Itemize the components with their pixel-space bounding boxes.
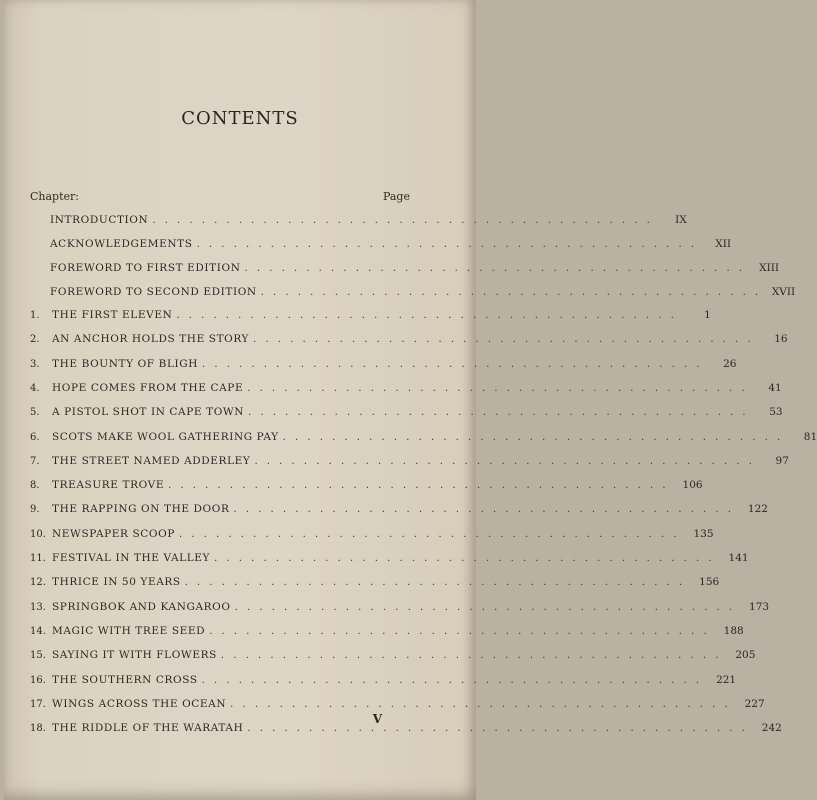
toc-entry xyxy=(30,722,782,738)
toc-entry xyxy=(30,309,711,325)
toc-entry xyxy=(30,455,789,471)
dot-leader: . . . . . . . . . . . . . . . . . . . . . . . . . . . . . . . . . . . . . . . . . xyxy=(202,359,703,370)
page-number: 227 xyxy=(744,698,765,710)
page-number: 188 xyxy=(723,625,744,637)
dot-leader: . . . . . . . . . . . . . . . . . . . . . . . . . . . . . . . . . . . . . . . . . xyxy=(220,650,722,661)
toc-entry xyxy=(30,333,788,349)
toc-entry xyxy=(30,479,703,495)
chapter-number: 17. xyxy=(30,699,46,710)
book-page xyxy=(4,0,817,800)
chapter-number: 10. xyxy=(30,529,46,540)
page-number: IX xyxy=(675,214,687,226)
entry-title: FOREWORD TO SECOND EDITION xyxy=(50,286,257,298)
dot-leader: . . . . . . . . . . . . . . . . . . . . . . . . . . . . . . . . . . . . . . . . . xyxy=(179,529,680,540)
page-number: 26 xyxy=(723,358,737,370)
page-number: 221 xyxy=(716,674,737,686)
entry-title: ACKNOWLEDGEMENTS xyxy=(50,238,193,250)
toc-entry xyxy=(50,238,732,254)
toc-entry xyxy=(30,382,782,398)
dot-leader: . . . . . . . . . . . . . . . . . . . . . . . . . . . . . . . . . . . . . . . . . xyxy=(201,675,703,686)
entry-title: THE STREET NAMED ADDERLEY xyxy=(52,455,251,467)
toc-entry xyxy=(50,286,796,302)
toc-entry xyxy=(30,576,720,592)
page-number: 16 xyxy=(774,333,788,345)
page-folio: V xyxy=(372,712,382,726)
chapter-number: 12. xyxy=(30,577,46,588)
chapter-number: 5. xyxy=(30,407,40,418)
entry-title: FOREWORD TO FIRST EDITION xyxy=(50,262,241,274)
chapter-number: 3. xyxy=(30,359,40,370)
chapter-column-header: Chapter: xyxy=(30,190,79,203)
page-number: XII xyxy=(715,238,732,250)
entry-title: MAGIC WITH TREE SEED xyxy=(52,625,206,637)
dot-leader: . . . . . . . . . . . . . . . . . . . . . . . . . . . . . . . . . . . . . . . . . xyxy=(254,456,755,467)
page-number: 141 xyxy=(728,552,749,564)
dot-leader: . . . . . . . . . . . . . . . . . . . . . . . . . . . . . . . . . . . . . . . . . xyxy=(168,480,669,491)
chapter-number: 14. xyxy=(30,626,46,637)
entry-title: FESTIVAL IN THE VALLEY xyxy=(52,552,211,564)
dot-leader: . . . . . . . . . . . . . . . . . . . . . . . . . . . . . . . . . . . . . . . . . xyxy=(233,504,734,515)
toc-entry xyxy=(30,698,765,714)
chapter-number: 11. xyxy=(30,553,46,564)
entry-title: THE SOUTHERN CROSS xyxy=(52,674,198,686)
dot-leader: . . . . . . . . . . . . . . . . . . . . . . . . . . . . . . . . . . . . . . . . . xyxy=(247,723,748,734)
toc-entry xyxy=(30,625,744,641)
page-number: 81 xyxy=(803,431,817,443)
page-number: 173 xyxy=(749,601,770,613)
page-number: XIII xyxy=(759,262,780,274)
chapter-number: 8. xyxy=(30,480,40,491)
toc-entry xyxy=(50,262,780,278)
toc-entry xyxy=(30,674,737,690)
page-number: 1 xyxy=(704,309,711,321)
chapter-number: 18. xyxy=(30,723,46,734)
page-number: 97 xyxy=(775,455,789,467)
toc-entry xyxy=(30,601,770,617)
dot-leader: . . . . . . . . . . . . . . . . . . . . . . . . . . . . . . . . . . . . . . . . . xyxy=(176,310,677,321)
page-number: 242 xyxy=(761,722,782,734)
page-number: 205 xyxy=(735,649,756,661)
entry-title: THE FIRST ELEVEN xyxy=(52,309,173,321)
dot-leader: . . . . . . . . . . . . . . . . . . . . . . . . . . . . . . . . . . . . . . . . . xyxy=(234,602,736,613)
page-number: 53 xyxy=(769,406,783,418)
chapter-number: 1. xyxy=(30,310,40,321)
entry-title: TREASURE TROVE xyxy=(52,479,165,491)
page-number: 135 xyxy=(693,528,714,540)
entry-title: AN ANCHOR HOLDS THE STORY xyxy=(52,333,250,345)
dot-leader: . . . . . . . . . . . . . . . . . . . . . . . . . . . . . . . . . . . . . . . . . xyxy=(184,577,686,588)
toc-entry xyxy=(30,503,768,519)
entry-title: THE RAPPING ON THE DOOR xyxy=(52,503,230,515)
dot-leader: . . . . . . . . . . . . . . . . . . . . . . . . . . . . . . . . . . . . . . . . . xyxy=(152,215,653,226)
toc-entry xyxy=(30,358,737,374)
page-number: 41 xyxy=(768,382,782,394)
dot-leader: . . . . . . . . . . . . . . . . . . . . . . . . . . . . . . . . . . . . . . . . . xyxy=(230,699,731,710)
dot-leader: . . . . . . . . . . . . . . . . . . . . . . . . . . . . . . . . . . . . . . . . . xyxy=(214,553,715,564)
chapter-number: 13. xyxy=(30,602,46,613)
dot-leader: . . . . . . . . . . . . . . . . . . . . . . . . . . . . . . . . . . . . . . . . . xyxy=(247,383,748,394)
toc-entry xyxy=(30,552,749,568)
toc-entry xyxy=(30,528,714,544)
chapter-number: 16. xyxy=(30,675,46,686)
dot-leader: . . . . . . . . . . . . . . . . . . . . . . . . . . . . . . . . . . . . . . . . . xyxy=(282,432,784,443)
chapter-number: 7. xyxy=(30,456,40,467)
entry-title: HOPE COMES FROM THE CAPE xyxy=(52,382,244,394)
page-number: 156 xyxy=(699,576,720,588)
page-number: 106 xyxy=(682,479,703,491)
entry-title: THE BOUNTY OF BLIGH xyxy=(52,358,199,370)
page-column-header: Page xyxy=(382,190,410,203)
entry-title: SCOTS MAKE WOOL GATHERING PAY xyxy=(52,431,279,443)
toc-entry xyxy=(50,214,687,230)
chapter-number: 15. xyxy=(30,650,46,661)
dot-leader: . . . . . . . . . . . . . . . . . . . . . . . . . . . . . . . . . . . . . . . . . xyxy=(196,239,698,250)
entry-title: SAYING IT WITH FLOWERS xyxy=(52,649,217,661)
page-title: CONTENTS xyxy=(181,108,299,129)
toc-entry xyxy=(30,431,817,447)
entry-title: A PISTOL SHOT IN CAPE TOWN xyxy=(52,406,245,418)
page-number: XVII xyxy=(771,286,796,298)
entry-title: WINGS ACROSS THE OCEAN xyxy=(52,698,227,710)
dot-leader: . . . . . . . . . . . . . . . . . . . . . . . . . . . . . . . . . . . . . . . . . xyxy=(260,287,762,298)
toc-entry xyxy=(30,406,783,422)
entry-title: NEWSPAPER SCOOP xyxy=(52,528,176,540)
chapter-number: 4. xyxy=(30,383,40,394)
entry-title: THRICE IN 50 YEARS xyxy=(52,576,181,588)
page-number: 122 xyxy=(747,503,768,515)
dot-leader: . . . . . . . . . . . . . . . . . . . . . . . . . . . . . . . . . . . . . . . . . xyxy=(253,334,754,345)
dot-leader: . . . . . . . . . . . . . . . . . . . . . . . . . . . . . . . . . . . . . . . . . xyxy=(244,263,746,274)
entry-title: INTRODUCTION xyxy=(50,214,149,226)
toc-entry xyxy=(30,649,756,665)
dot-leader: . . . . . . . . . . . . . . . . . . . . . . . . . . . . . . . . . . . . . . . . . xyxy=(248,407,749,418)
entry-title: SPRINGBOK AND KANGAROO xyxy=(52,601,231,613)
entry-title: THE RIDDLE OF THE WARATAH xyxy=(52,722,244,734)
chapter-number: 9. xyxy=(30,504,40,515)
chapter-number: 2. xyxy=(30,334,40,345)
chapter-number: 6. xyxy=(30,432,40,443)
dot-leader: . . . . . . . . . . . . . . . . . . . . . . . . . . . . . . . . . . . . . . . . . xyxy=(209,626,710,637)
